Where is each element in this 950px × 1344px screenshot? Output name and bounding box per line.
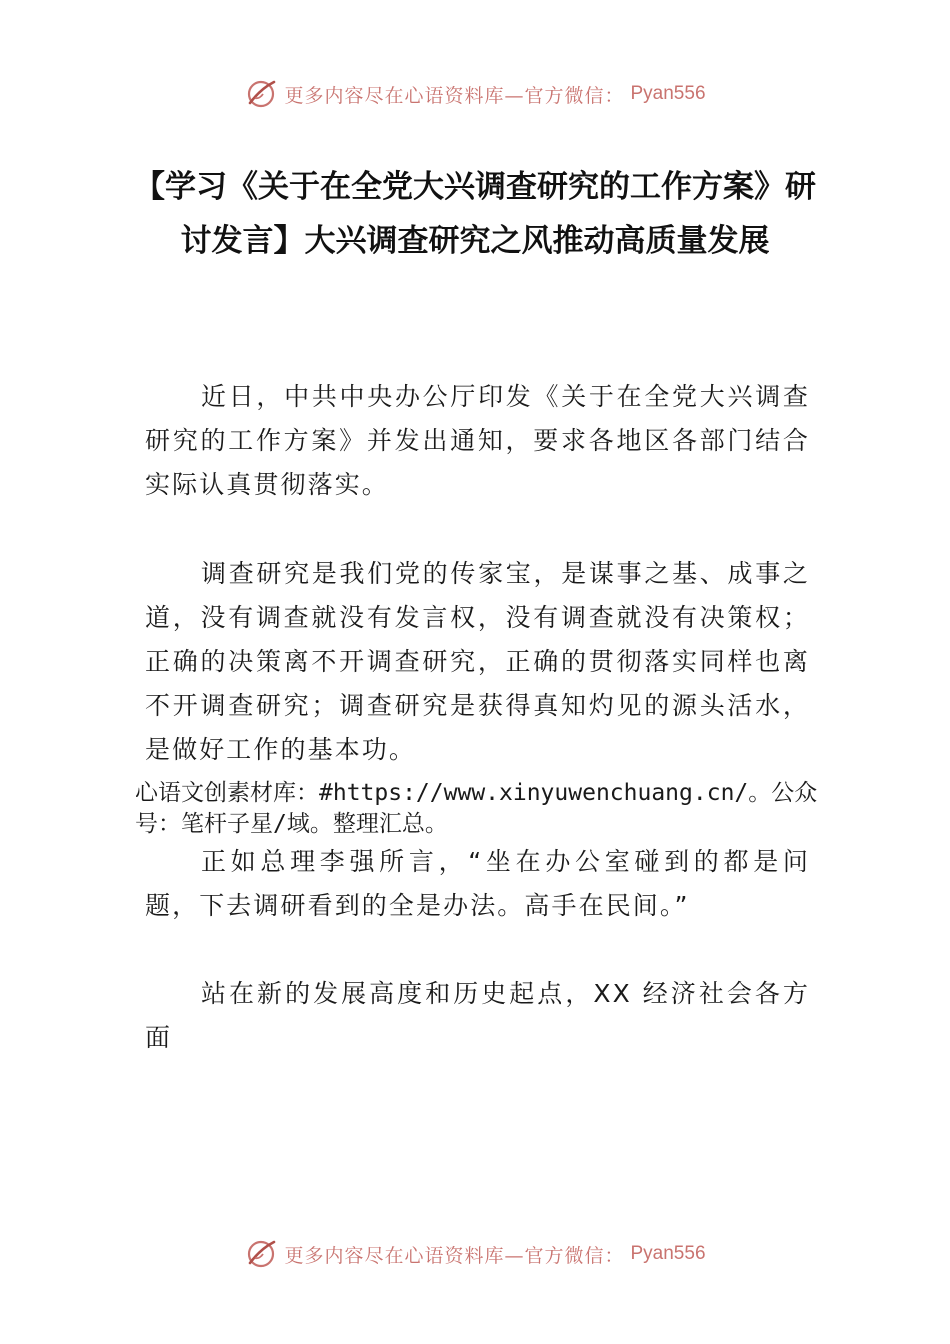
- header-watermark: [0, 74, 950, 114]
- logo-icon: [244, 77, 278, 111]
- watermark-text: 更多内容尽在心语资料库—官方微信：: [284, 84, 625, 107]
- watermark-wechat-id: Pyan556: [630, 83, 706, 104]
- paragraph-2: 调查研究是我们党的传家宝，是谋事之基、成事之道，没有调查就没有发言权，没有调查就没有决策权；正确的决策离不开调查研究，正确的贯彻落实同样也离不开调查研究；调查研究是获得真知灼见的源头活水，是做好工作的基本功。: [145, 559, 810, 764]
- document-title: 【学习《关于在全党大兴调查研究的工作方案》研讨发言】大兴调查研究之风推动高质量发展: [134, 169, 816, 259]
- logo-icon: [244, 1237, 278, 1271]
- watermark-wechat-id: Pyan556: [630, 1243, 706, 1264]
- paragraph-3: 正如总理李强所言，“坐在办公室碰到的都是问题，下去调研看到的全是办法。高手在民间。”: [145, 847, 810, 920]
- watermark-text: 更多内容尽在心语资料库—官方微信：: [284, 1244, 625, 1267]
- footer-watermark: [0, 1234, 950, 1274]
- source-note: 心语文创素材库：#https://www.xinyuwenchuang.cn/。公众号：笔杆子星/域。整理汇总。: [135, 780, 818, 837]
- paragraph-4: 站在新的发展高度和历史起点，XX 经济社会各方面: [145, 979, 810, 1052]
- paragraph-1: 近日，中共中央办公厅印发《关于在全党大兴调查研究的工作方案》并发出通知，要求各地区各部门结合实际认真贯彻落实。: [145, 382, 810, 499]
